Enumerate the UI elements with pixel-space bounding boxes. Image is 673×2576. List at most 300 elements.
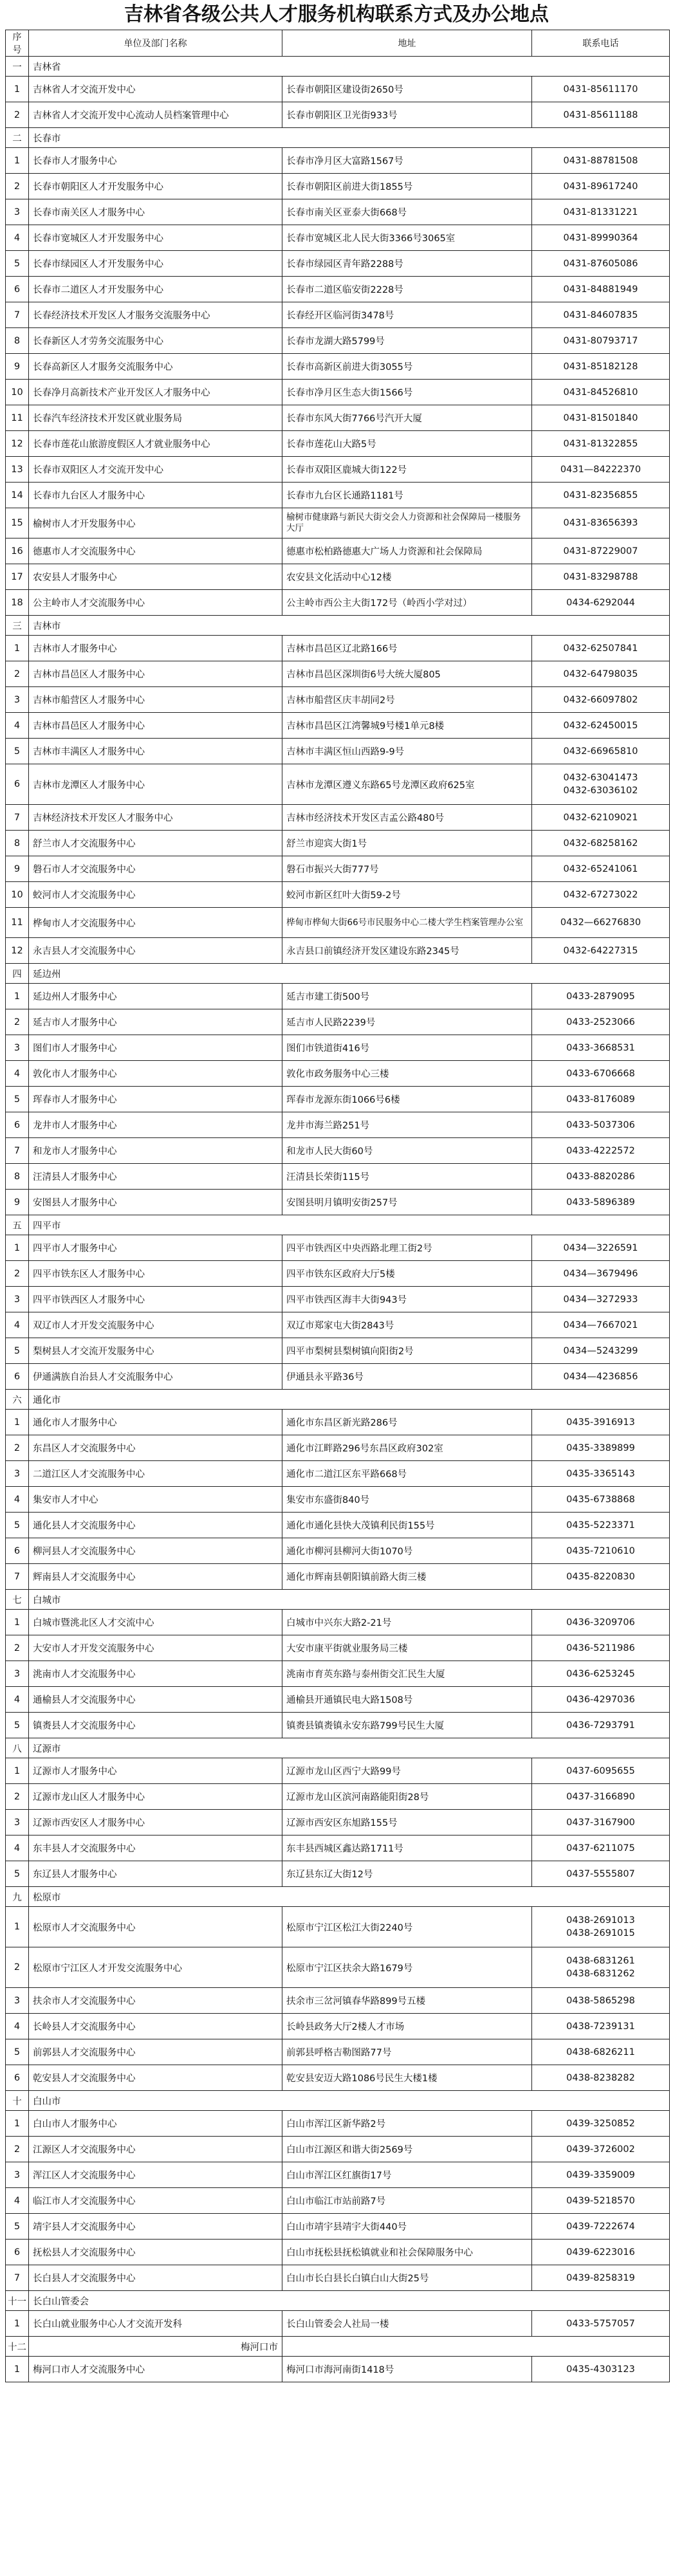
row-index: 3	[6, 687, 29, 713]
phone: 0432—66276830	[532, 908, 670, 938]
unit-name: 和龙市人才服务中心	[29, 1138, 282, 1164]
phone: 0436-4297036	[532, 1687, 670, 1713]
section-title: 松原市	[29, 1887, 670, 1907]
table-row	[6, 1035, 670, 1061]
address: 图们市铁道街416号	[282, 1035, 532, 1061]
phone: 0432-62450015	[532, 713, 670, 739]
unit-name: 长春净月高新技术产业开发区人才服务中心	[29, 380, 282, 405]
phone: 0431-80793717	[532, 328, 670, 354]
address: 白山市靖宇县靖宇大街440号	[282, 2214, 532, 2240]
row-index: 7	[6, 1564, 29, 1590]
phone: 0433-5896389	[532, 1190, 670, 1215]
table-row	[6, 405, 670, 431]
unit-name: 吉林市昌邑区人才服务中心	[29, 661, 282, 687]
row-index: 3	[6, 1988, 29, 2014]
unit-name: 抚松县人才交流服务中心	[29, 2240, 282, 2265]
row-index: 2	[6, 1784, 29, 1810]
table-row	[6, 1861, 670, 1887]
table-row	[6, 1907, 670, 1947]
table-row	[6, 77, 670, 102]
address: 双辽市郑家屯大街2843号	[282, 1312, 532, 1338]
phone: 0431-87605086	[532, 251, 670, 277]
table-row	[6, 2188, 670, 2214]
section-number: 七	[6, 1590, 29, 1610]
address: 四平市铁东区政府大厅5楼	[282, 1261, 532, 1287]
address: 敦化市政务服务中心三楼	[282, 1061, 532, 1087]
phone: 0432-68258162	[532, 831, 670, 856]
address: 长春市高新区前进大街3055号	[282, 354, 532, 380]
phone: 0431—84222370	[532, 457, 670, 483]
table-row	[6, 1661, 670, 1687]
row-index: 5	[6, 2039, 29, 2065]
row-index: 16	[6, 538, 29, 564]
address: 辽源市龙山区滨河南路能阳街28号	[282, 1784, 532, 1810]
address: 长春市九台区长通路1181号	[282, 483, 532, 508]
unit-name: 长春高新区人才服务交流服务中心	[29, 354, 282, 380]
row-index: 12	[6, 938, 29, 964]
phone: 0431-81322855	[532, 431, 670, 457]
unit-name: 集安市人才中心	[29, 1487, 282, 1513]
unit-name: 桦甸市人才交流服务中心	[29, 908, 282, 938]
row-index: 1	[6, 2357, 29, 2382]
row-index: 3	[6, 199, 29, 225]
unit-name: 吉林市龙潭区人才服务中心	[29, 764, 282, 805]
section-row	[6, 128, 670, 148]
row-index: 4	[6, 2188, 29, 2214]
unit-name: 长白县人才交流服务中心	[29, 2265, 282, 2291]
address: 通化市东昌区新光路286号	[282, 1410, 532, 1435]
row-index: 1	[6, 77, 29, 102]
address: 东辽县东辽大街12号	[282, 1861, 532, 1887]
table-row	[6, 1461, 670, 1487]
phone: 0435-6738868	[532, 1487, 670, 1513]
address: 长春市净月区大富路1567号	[282, 148, 532, 174]
section-number: 九	[6, 1887, 29, 1907]
phone: 0432-66097802	[532, 687, 670, 713]
table-row	[6, 1312, 670, 1338]
address: 长白山管委会人社局一楼	[282, 2311, 532, 2337]
phone: 0434—3226591	[532, 1235, 670, 1261]
address: 白山市浑江区红旗街17号	[282, 2162, 532, 2188]
unit-name: 吉林经济技术开发区人才服务中心	[29, 805, 282, 831]
table-row	[6, 661, 670, 687]
table-row	[6, 1435, 670, 1461]
phone: 0431-85611188	[532, 102, 670, 128]
unit-name: 东昌区人才交流服务中心	[29, 1435, 282, 1461]
table-row	[6, 1687, 670, 1713]
table-row	[6, 908, 670, 938]
phone: 0438-7239131	[532, 2014, 670, 2039]
row-index: 6	[6, 277, 29, 302]
row-index: 2	[6, 1947, 29, 1988]
table-row	[6, 1410, 670, 1435]
unit-name: 长春市莲花山旅游度假区人才就业服务中心	[29, 431, 282, 457]
phone: 0431-85182128	[532, 354, 670, 380]
row-index: 3	[6, 1461, 29, 1487]
row-index: 4	[6, 713, 29, 739]
row-index: 2	[6, 661, 29, 687]
unit-name: 长春市绿园区人才开发服务中心	[29, 251, 282, 277]
address: 德惠市松柏路德惠大广场人力资源和社会保障局	[282, 538, 532, 564]
section-row	[6, 1738, 670, 1758]
phone: 0438-2691013 0438-2691015	[532, 1907, 670, 1947]
table-row	[6, 1138, 670, 1164]
phone: 0434—3272933	[532, 1287, 670, 1312]
row-index: 4	[6, 1061, 29, 1087]
row-index: 4	[6, 1687, 29, 1713]
section-title: 吉林市	[29, 616, 670, 636]
phone: 0432-65241061	[532, 856, 670, 882]
row-index: 7	[6, 2265, 29, 2291]
row-index: 4	[6, 1835, 29, 1861]
section-number: 三	[6, 616, 29, 636]
table-row	[6, 2065, 670, 2091]
address: 通化市通化县快大茂镇利民街155号	[282, 1513, 532, 1538]
section-title-center	[282, 2337, 670, 2357]
unit-name: 图们市人才服务中心	[29, 1035, 282, 1061]
address: 延吉市人民路2239号	[282, 1009, 532, 1035]
header-address: 地址	[282, 30, 532, 57]
section-title: 延边州	[29, 964, 670, 984]
unit-name: 榆树市人才开发服务中心	[29, 508, 282, 538]
table-row	[6, 1087, 670, 1112]
phone: 0436-7293791	[532, 1713, 670, 1738]
page-title: 吉林省各级公共人才服务机构联系方式及办公地点	[124, 3, 549, 26]
row-index: 4	[6, 1487, 29, 1513]
unit-name: 二道江区人才交流服务中心	[29, 1461, 282, 1487]
row-index: 1	[6, 984, 29, 1009]
table-row	[6, 457, 670, 483]
table-row	[6, 1061, 670, 1087]
section-number: 六	[6, 1390, 29, 1410]
row-index: 8	[6, 328, 29, 354]
section-title: 辽源市	[29, 1738, 670, 1758]
phone: 0437-3167900	[532, 1810, 670, 1835]
row-index: 10	[6, 882, 29, 908]
phone: 0432-66965810	[532, 739, 670, 764]
row-index: 15	[6, 508, 29, 538]
section-row	[6, 1590, 670, 1610]
phone: 0439-5218570	[532, 2188, 670, 2214]
address: 长春市东风大街7766号汽开大厦	[282, 405, 532, 431]
phone: 0436-3209706	[532, 1610, 670, 1635]
section-title: 梅河口市	[29, 2337, 282, 2357]
table-row	[6, 1947, 670, 1988]
address: 安图县明月镇明安街257号	[282, 1190, 532, 1215]
address: 四平市铁西区海丰大街943号	[282, 1287, 532, 1312]
row-index: 5	[6, 1338, 29, 1364]
address: 松原市宁江区松江大街2240号	[282, 1907, 532, 1947]
section-number: 十一	[6, 2291, 29, 2311]
table-row	[6, 354, 670, 380]
row-index: 1	[6, 148, 29, 174]
address: 长春市二道区临安街2228号	[282, 277, 532, 302]
row-index: 1	[6, 1235, 29, 1261]
row-index: 4	[6, 2014, 29, 2039]
row-index: 6	[6, 1112, 29, 1138]
address: 和龙市人民大街60号	[282, 1138, 532, 1164]
row-index: 5	[6, 739, 29, 764]
table-row	[6, 2265, 670, 2291]
phone: 0433-3668531	[532, 1035, 670, 1061]
unit-name: 珲春市人才服务中心	[29, 1087, 282, 1112]
table-row	[6, 1758, 670, 1784]
section-number: 十	[6, 2091, 29, 2111]
table-row	[6, 713, 670, 739]
table-row	[6, 1810, 670, 1835]
table-row	[6, 102, 670, 128]
address: 长春市龙湖大路5799号	[282, 328, 532, 354]
address: 长春市净月区生态大街1566号	[282, 380, 532, 405]
table-row	[6, 564, 670, 590]
row-index: 10	[6, 380, 29, 405]
unit-name: 长春新区人才劳务交流服务中心	[29, 328, 282, 354]
table-row	[6, 199, 670, 225]
section-number: 二	[6, 128, 29, 148]
table-row	[6, 1364, 670, 1390]
phone: 0433-8176089	[532, 1087, 670, 1112]
phone: 0431-83656393	[532, 508, 670, 538]
unit-name: 长春市二道区人才开发服务中心	[29, 277, 282, 302]
table-row	[6, 2039, 670, 2065]
table-row	[6, 2111, 670, 2137]
row-index: 2	[6, 102, 29, 128]
unit-name: 浑江区人才交流服务中心	[29, 2162, 282, 2188]
table-row	[6, 1988, 670, 2014]
table-row	[6, 1190, 670, 1215]
unit-name: 乾安县人才交流服务中心	[29, 2065, 282, 2091]
table-row	[6, 1338, 670, 1364]
section-number: 八	[6, 1738, 29, 1758]
phone: 0431-89990364	[532, 225, 670, 251]
unit-name: 白山市人才服务中心	[29, 2111, 282, 2137]
phone: 0432-64798035	[532, 661, 670, 687]
section-title: 吉林省	[29, 57, 670, 77]
phone: 0438-8238282	[532, 2065, 670, 2091]
phone: 0435-7210610	[532, 1538, 670, 1564]
address: 大安市康平街就业服务局三楼	[282, 1635, 532, 1661]
unit-name: 永吉县人才交流服务中心	[29, 938, 282, 964]
table-row	[6, 2240, 670, 2265]
table-row	[6, 636, 670, 661]
row-index: 6	[6, 1364, 29, 1390]
row-index: 1	[6, 1907, 29, 1947]
table-row	[6, 856, 670, 882]
unit-name: 磐石市人才交流服务中心	[29, 856, 282, 882]
address: 农安县文化活动中心12楼	[282, 564, 532, 590]
row-index: 13	[6, 457, 29, 483]
unit-name: 大安市人才开发交流服务中心	[29, 1635, 282, 1661]
address: 梅河口市海河南街1418号	[282, 2357, 532, 2382]
phone: 0434—4236856	[532, 1364, 670, 1390]
unit-name: 柳河县人才交流服务中心	[29, 1538, 282, 1564]
address: 辽源市西安区东旭路155号	[282, 1810, 532, 1835]
row-index: 12	[6, 431, 29, 457]
unit-name: 公主岭市人才交流服务中心	[29, 590, 282, 616]
phone: 0438-5865298	[532, 1988, 670, 2014]
phone: 0438-6826211	[532, 2039, 670, 2065]
phone: 0435-8220830	[532, 1564, 670, 1590]
unit-name: 舒兰市人才交流服务中心	[29, 831, 282, 856]
unit-name: 长春市双阳区人才交流开发中心	[29, 457, 282, 483]
table-row	[6, 302, 670, 328]
unit-name: 伊通满族自治县人才交流服务中心	[29, 1364, 282, 1390]
unit-name: 德惠市人才交流服务中心	[29, 538, 282, 564]
unit-name: 长春市九台区人才服务中心	[29, 483, 282, 508]
address: 白山市江源区和谐大街2569号	[282, 2137, 532, 2162]
phone: 0431-81331221	[532, 199, 670, 225]
section-title: 通化市	[29, 1390, 670, 1410]
unit-name: 松原市人才交流服务中心	[29, 1907, 282, 1947]
address: 蛟河市新区红叶大街59-2号	[282, 882, 532, 908]
unit-name: 辽源市人才服务中心	[29, 1758, 282, 1784]
header-phone: 联系电话	[532, 30, 670, 57]
address: 通化市辉南县朝阳镇前路大街三楼	[282, 1564, 532, 1590]
address: 辽源市龙山区西宁大路99号	[282, 1758, 532, 1784]
unit-name: 农安县人才服务中心	[29, 564, 282, 590]
unit-name: 松原市宁江区人才开发交流服务中心	[29, 1947, 282, 1988]
address: 长春经开区临河街3478号	[282, 302, 532, 328]
row-index: 3	[6, 1810, 29, 1835]
phone: 0434—3679496	[532, 1261, 670, 1287]
table-row	[6, 2311, 670, 2337]
table-row	[6, 1009, 670, 1035]
phone: 0431-82356855	[532, 483, 670, 508]
table-row	[6, 1487, 670, 1513]
phone: 0439-6223016	[532, 2240, 670, 2265]
table-row	[6, 1564, 670, 1590]
table-row	[6, 277, 670, 302]
address: 镇赉县镇赉镇永安东路799号民生大厦	[282, 1713, 532, 1738]
phone: 0431-83298788	[532, 564, 670, 590]
address: 吉林市船营区庆丰胡同2号	[282, 687, 532, 713]
phone: 0431-84526810	[532, 380, 670, 405]
table-row	[6, 380, 670, 405]
phone: 0439-3250852	[532, 2111, 670, 2137]
phone: 0439-8258319	[532, 2265, 670, 2291]
table-row	[6, 590, 670, 616]
table-row	[6, 251, 670, 277]
unit-name: 延吉市人才服务中心	[29, 1009, 282, 1035]
row-index: 6	[6, 764, 29, 805]
table-row	[6, 1112, 670, 1138]
row-index: 3	[6, 1287, 29, 1312]
address: 桦甸市桦甸大街66号市民服务中心二楼大学生档案管理办公室	[282, 908, 532, 938]
unit-name: 敦化市人才服务中心	[29, 1061, 282, 1087]
row-index: 5	[6, 1087, 29, 1112]
address: 汪清县长荣街115号	[282, 1164, 532, 1190]
address: 前郭县呼格吉勒图路77号	[282, 2039, 532, 2065]
address: 白城市中兴东大路2-21号	[282, 1610, 532, 1635]
phone: 0435-3365143	[532, 1461, 670, 1487]
section-row	[6, 1887, 670, 1907]
unit-name: 四平市人才服务中心	[29, 1235, 282, 1261]
address: 白山市浑江区新华路2号	[282, 2111, 532, 2137]
phone: 0431-87229007	[532, 538, 670, 564]
unit-name: 辉南县人才交流服务中心	[29, 1564, 282, 1590]
row-index: 7	[6, 1138, 29, 1164]
table-row	[6, 2162, 670, 2188]
unit-name: 长春汽车经济技术开发区就业服务局	[29, 405, 282, 431]
phone: 0439-3726002	[532, 2137, 670, 2162]
unit-name: 白城市暨洮北区人才交流中心	[29, 1610, 282, 1635]
table-row	[6, 148, 670, 174]
row-index: 5	[6, 1713, 29, 1738]
row-index: 9	[6, 856, 29, 882]
table-row	[6, 764, 670, 805]
phone: 0432-67273022	[532, 882, 670, 908]
section-number: 一	[6, 57, 29, 77]
row-index: 6	[6, 2240, 29, 2265]
phone: 0432-64227315	[532, 938, 670, 964]
section-number: 五	[6, 1215, 29, 1235]
table-row	[6, 1610, 670, 1635]
phone: 0433-2523066	[532, 1009, 670, 1035]
header-row	[6, 30, 670, 57]
row-index: 6	[6, 2065, 29, 2091]
header-unit: 单位及部门名称	[29, 30, 282, 57]
unit-name: 吉林市丰满区人才服务中心	[29, 739, 282, 764]
address: 磐石市振兴大街777号	[282, 856, 532, 882]
table-row	[6, 1261, 670, 1287]
row-index: 3	[6, 2162, 29, 2188]
table-row	[6, 805, 670, 831]
address: 舒兰市迎宾大街1号	[282, 831, 532, 856]
section-title: 白城市	[29, 1590, 670, 1610]
address: 长春市宽城区北人民大街3366号3065室	[282, 225, 532, 251]
section-number: 四	[6, 964, 29, 984]
table-row	[6, 431, 670, 457]
section-row	[6, 2291, 670, 2311]
address: 永吉县口前镇经济开发区建设东路2345号	[282, 938, 532, 964]
address: 白山市抚松县抚松镇就业和社会保障服务中心	[282, 2240, 532, 2265]
address: 吉林市龙潭区遵义东路65号龙潭区政府625室	[282, 764, 532, 805]
section-row	[6, 964, 670, 984]
unit-name: 辽源市龙山区人才服务中心	[29, 1784, 282, 1810]
table-row	[6, 2357, 670, 2382]
unit-name: 镇赉县人才交流服务中心	[29, 1713, 282, 1738]
address: 洮南市育英东路与泰州街交汇民生大厦	[282, 1661, 532, 1687]
section-title: 长春市	[29, 128, 670, 148]
row-index: 11	[6, 908, 29, 938]
section-title: 白山市	[29, 2091, 670, 2111]
phone: 0433-4222572	[532, 1138, 670, 1164]
address: 松原市宁江区扶余大路1679号	[282, 1947, 532, 1988]
section-row	[6, 1215, 670, 1235]
table-row	[6, 938, 670, 964]
row-index: 2	[6, 1261, 29, 1287]
address: 长岭县政务大厅2楼人才市场	[282, 2014, 532, 2039]
phone: 0432-62109021	[532, 805, 670, 831]
phone: 0431-81501840	[532, 405, 670, 431]
row-index: 8	[6, 1164, 29, 1190]
phone: 0437-3166890	[532, 1784, 670, 1810]
unit-name: 汪清县人才服务中心	[29, 1164, 282, 1190]
phone: 0433-5757057	[532, 2311, 670, 2337]
address: 榆树市健康路与新民大街交会人力资源和社会保障局一楼服务大厅	[282, 508, 532, 538]
phone: 0434-6292044	[532, 590, 670, 616]
table-row	[6, 483, 670, 508]
contact-table	[5, 30, 670, 2382]
unit-name: 吉林省人才交流开发中心	[29, 77, 282, 102]
row-index: 9	[6, 354, 29, 380]
table-row	[6, 328, 670, 354]
table-row	[6, 831, 670, 856]
phone: 0431-85611170	[532, 77, 670, 102]
table-row	[6, 984, 670, 1009]
unit-name: 四平市铁东区人才服务中心	[29, 1261, 282, 1287]
address: 吉林市经济技术开发区吉孟公路480号	[282, 805, 532, 831]
